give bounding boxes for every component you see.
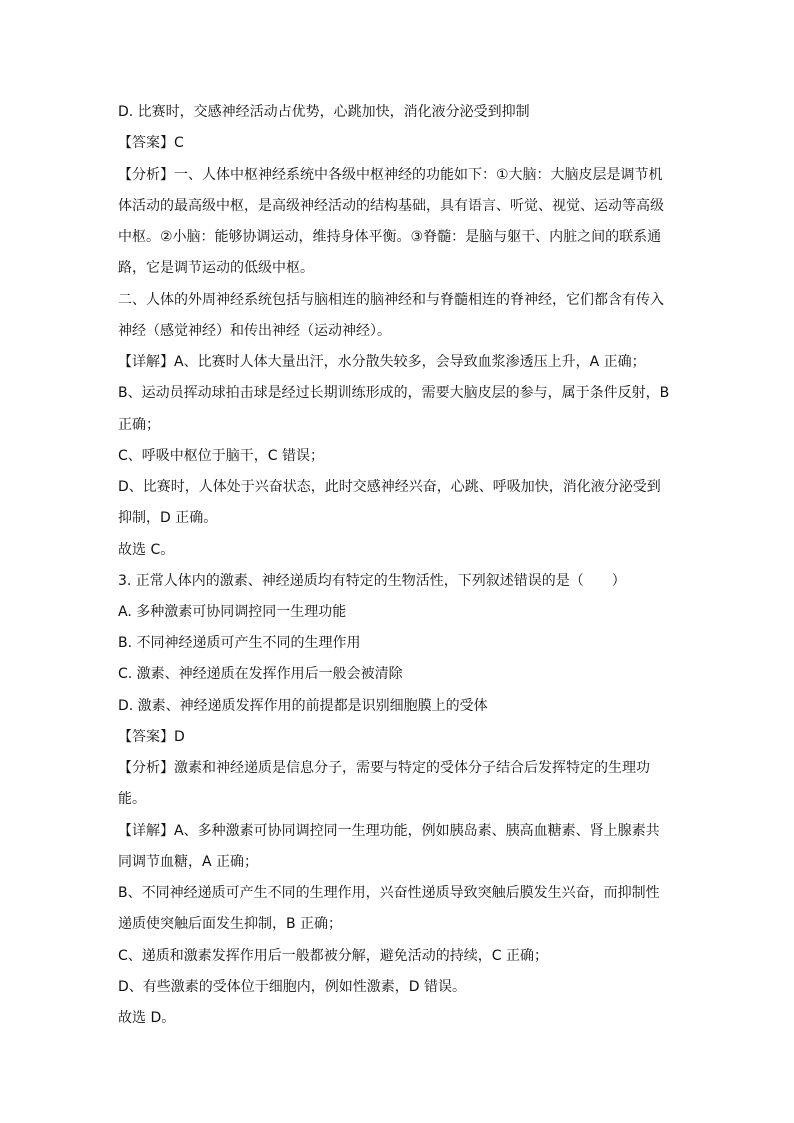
explanation-line: C、递质和激素发挥作用后一般都被分解，避免活动的持续，C 正确； bbox=[118, 948, 548, 964]
choice-line: 故选 C。 bbox=[118, 542, 175, 558]
explanation-line: D、比赛时，人体处于兴奋状态，此时交感神经兴奋，心跳、呼吸加快，消化液分泌受到 bbox=[118, 479, 661, 495]
analysis-line: 中枢。②小脑：能够协调运动，维持身体平衡。③脊髓：是脑与躯干、内脏之间的联系通 bbox=[118, 229, 662, 245]
explanation-line: 【详解】A、多种激素可协同调控同一生理功能，例如胰岛素、胰高血糖素、肾上腺素共 bbox=[118, 823, 660, 839]
explanation-line: B、不同神经递质可产生不同的生理作用，兴奋性递质导致突触后膜发生兴奋，而抑制性 bbox=[118, 885, 660, 901]
analysis-line: 神经（感觉神经）和传出神经（运动神经）。 bbox=[118, 323, 391, 339]
answer-line: 【答案】D bbox=[118, 729, 185, 745]
analysis-line: 二、人体的外周神经系统包括与脑相连的脑神经和与脊髓相连的脊神经，它们都含有传入 bbox=[118, 292, 664, 308]
option-line: D. 激素、神经递质发挥作用的前提都是识别细胞膜上的受体 bbox=[118, 698, 488, 714]
option-line: A. 多种激素可协同调控同一生理功能 bbox=[118, 604, 347, 620]
answer-line: 【答案】C bbox=[118, 135, 184, 151]
analysis-line: 路，它是调节运动的低级中枢。 bbox=[118, 260, 314, 276]
explanation-line: 抑制，D 正确。 bbox=[118, 510, 218, 526]
explanation-line: 递质使突触后面发生抑制，B 正确； bbox=[118, 916, 343, 932]
explanation-line: 【详解】A、比赛时人体大量出汗，水分散失较多，会导致血浆渗透压上升，A 正确； bbox=[118, 354, 646, 370]
explanation-line: 正确； bbox=[118, 417, 160, 433]
option-line: C. 激素、神经递质在发挥作用后一般会被清除 bbox=[118, 666, 403, 682]
explanation-line: C、呼吸中枢位于脑干，C 错误； bbox=[118, 448, 325, 464]
analysis-line: 【分析】一、人体中枢神经系统中各级中枢神经的功能如下：①大脑：大脑皮层是调节机 bbox=[118, 167, 663, 183]
option-line: B. 不同神经递质可产生不同的生理作用 bbox=[118, 635, 361, 651]
choice-line: 故选 D。 bbox=[118, 1010, 176, 1026]
explanation-line: D、有些激素的受体位于细胞内，例如性激素，D 错误。 bbox=[118, 979, 467, 995]
analysis-line: 能。 bbox=[118, 791, 146, 807]
analysis-line: 体活动的最高级中枢，是高级神经活动的结构基础，具有语言、听觉、视觉、运动等高级 bbox=[118, 198, 664, 214]
explanation-line: 同调节血糖，A 正确； bbox=[118, 854, 259, 870]
question-line: 3. 正常人体内的激素、神经递质均有特定的生物活性，下列叙述错误的是（ ） bbox=[118, 573, 626, 589]
analysis-line: 【分析】激素和神经递质是信息分子，需要与特定的受体分子结合后发挥特定的生理功 bbox=[118, 760, 650, 776]
explanation-line: B、运动员挥动球拍击球是经过长期训练形成的，需要大脑皮层的参与，属于条件反射，B bbox=[118, 385, 670, 401]
option-d-line: D. 比赛时，交感神经活动占优势，心跳加快，消化液分泌受到抑制 bbox=[118, 104, 530, 120]
